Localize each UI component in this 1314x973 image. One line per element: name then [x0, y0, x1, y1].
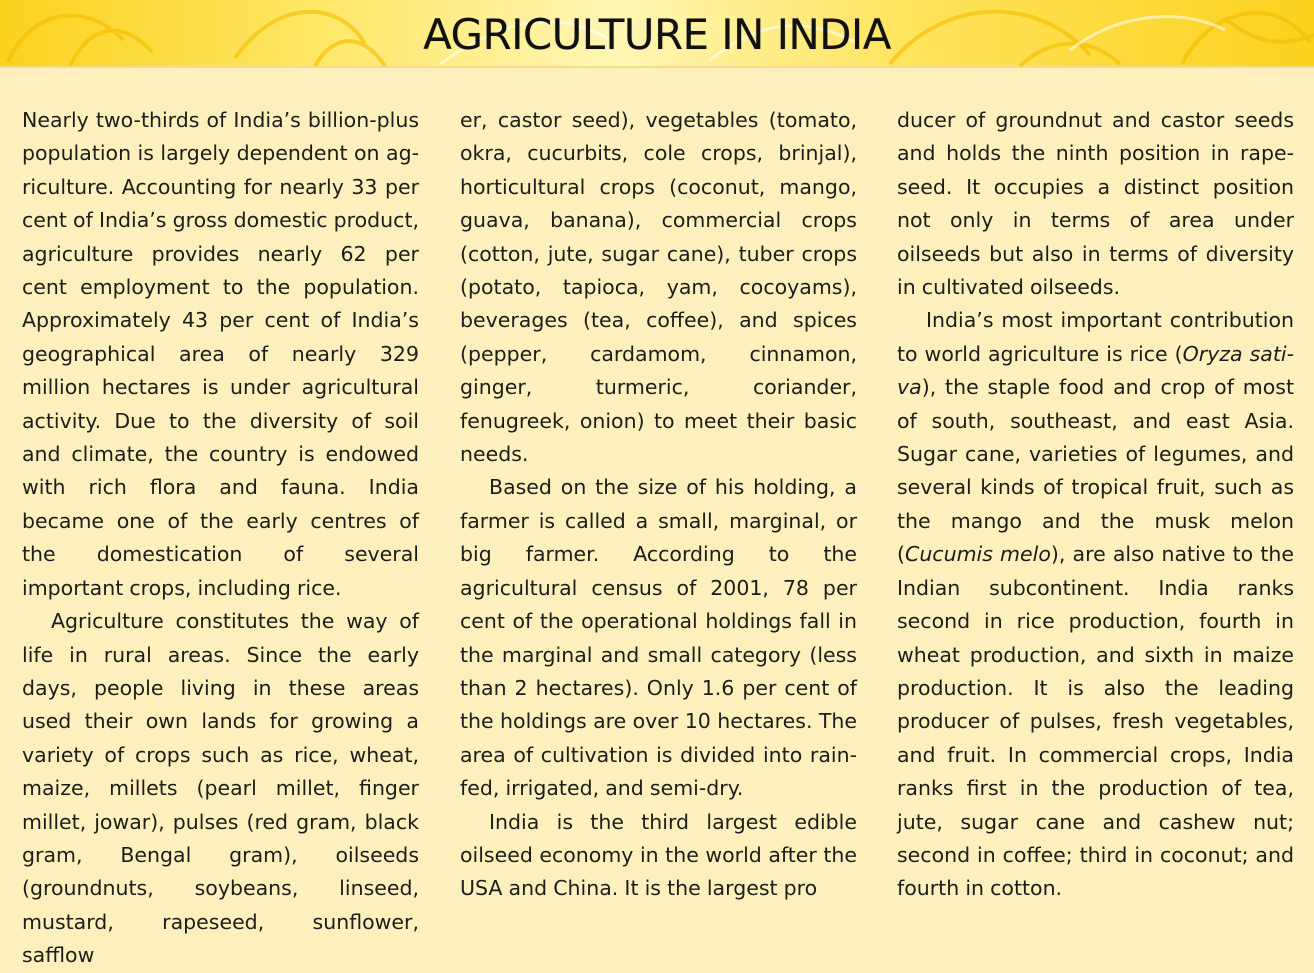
paragraph: ducer of groundnut and castor seeds and holds the ninth position in rapeseed. It occupies a distinct position not only in terms of area under oilseeds but also in terms of diversity in cultivated oilseeds.	[897, 108, 1294, 300]
text-column-middle	[460, 104, 857, 906]
scientific-name: Oryza sativa	[897, 341, 1294, 400]
text-fragment: ), are also native to the Indian subcontinent. India ranks second in rice production, fourth in wheat production, and sixth in maize production. It is also the leading producer of pulses, fresh vegetables, and fruit. In commercial crops, India ranks first in the production of tea, jute, sugar cane and cashew nut; second in coffee; third in coconut; and fourth in cotton.	[897, 542, 1295, 901]
paragraph: er, castor seed), vegetables (tomato, okra, cucurbits, cole crops, brinjal), horticultural crops (coconut, mango, guava, banana), commercial crops (cotton, jute, sugar cane), tuber crops (potato, tapioca, yam, cocoyams), beverages (tea, coffee), and spices (pepper, cardamom, cinnamon, ginger, turmeric, coriander, fenugreek, onion) to meet their basic needs.	[460, 108, 857, 467]
text-column-right	[897, 104, 1294, 906]
paragraph: Agriculture constitutes the way of life in rural areas. Since the early days, people living in these areas used their own lands for growing a variety of crops such as rice, wheat, maize, millets (pearl millet, finger millet, jowar), pulses (red gram, black gram, Bengal gram), oilseeds (groundnuts, soybeans, linseed, mustard, rapeseed, sunflower, safflow	[22, 609, 419, 968]
title-banner	[0, 0, 1314, 66]
paragraph: India is the third largest edible oilseed economy in the world after the USA and China. It is the largest pro	[460, 809, 857, 901]
text-fragment: India’s most important contribution to world agriculture is rice (	[897, 308, 1294, 366]
scientific-name: Cucumis melo	[905, 542, 1051, 567]
paragraph	[897, 304, 1294, 905]
text-column-left	[22, 104, 419, 973]
paragraph: Nearly two-thirds of India’s billion-plus population is largely dependent on agriculture. Accounting for nearly 33 per cent of India’s gross domestic product, agriculture provides nearly 62 per cent employment to the population. Approximately 43 per cent of India’s geographical area of nearly 329 million hectares is under agricultural activity. Due to the diversity of soil and climate, the country is endowed with rich flora and fauna. India became one of the early centres of the domestication of several important crops, including rice.	[22, 108, 419, 600]
page-title: AGRICULTURE IN INDIA	[423, 10, 891, 59]
paragraph: Based on the size of his holding, a farmer is called a small, marginal, or big farmer. According to the agricultural census of 2001, 78 per cent of the operational holdings fall in the marginal and small category (less than 2 hectares). Only 1.6 per cent of the holdings are over 10 hectares. The area of cultivation is divided into rain-fed, irrigated, and semi-dry.	[460, 475, 857, 801]
text-fragment: ), the staple food and crop of most of south, southeast, and east Asia. Sugar cane, varieties of legumes, and several kinds of tropical fruit, such as the mango and the musk melon (	[897, 375, 1294, 567]
